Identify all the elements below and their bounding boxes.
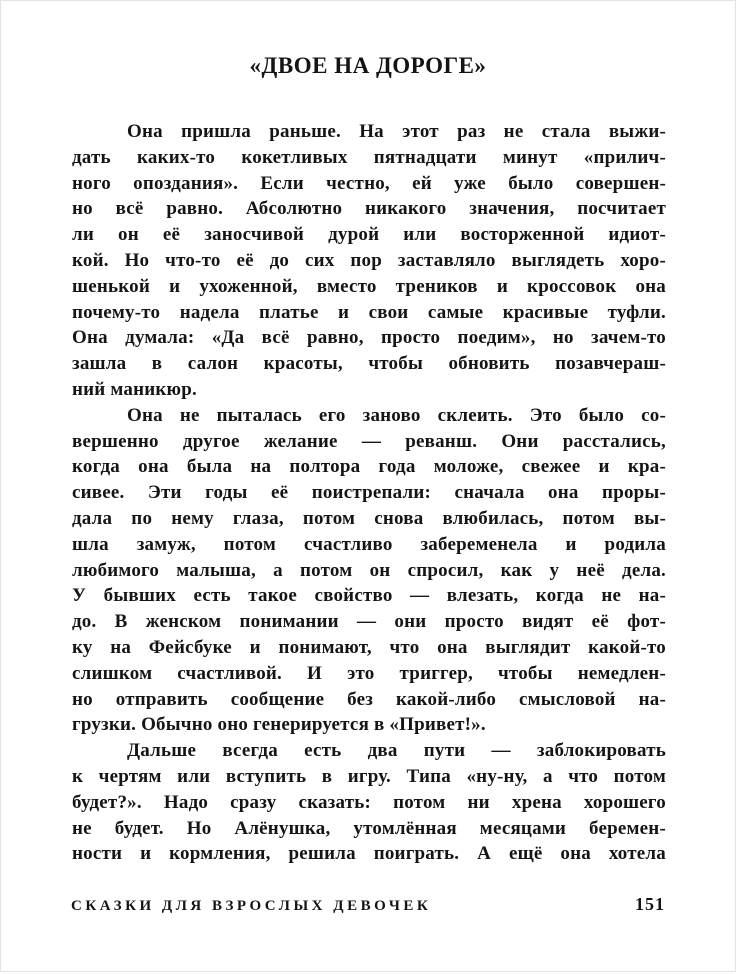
text-line: ку на Фейсбуке и понимают, что она выглядит какой-то xyxy=(72,636,666,658)
footer-running-title: СКАЗКИ ДЛЯ ВЗРОСЛЫХ ДЕВОЧЕК xyxy=(71,898,432,914)
text-line: шла замуж, потом счастливо забеременела и родила xyxy=(72,533,666,555)
text-line: слишком счастливой. И это триггер, чтобы немедлен- xyxy=(72,662,666,684)
text-line: ности и кормления, решила поиграть. А ещё она хотела xyxy=(72,843,666,865)
text-line: ли он её заносчивой дурой или восторженной идиот- xyxy=(72,224,666,246)
text-line: ного опоздания». Если честно, ей уже было совершен- xyxy=(72,172,666,194)
text-line: но всё равно. Абсолютно никакого значения, посчитает xyxy=(72,198,666,220)
page-footer xyxy=(71,894,665,915)
text-line: шенькой и ухоженной, вместо треников и кроссовок она xyxy=(72,275,666,297)
footer-page-number: 151 xyxy=(635,894,665,914)
text-line: Она пришла раньше. На этот раз не стала выжи- xyxy=(127,121,666,142)
text-line: к чертям или вступить в игру. Типа «ну-ну, а что потом xyxy=(72,765,666,787)
text-body xyxy=(72,119,666,867)
text-line: Дальше всегда есть два пути — заблокировать xyxy=(127,740,666,762)
text-line: Она не пыталась его заново склеить. Это было со- xyxy=(127,404,666,426)
paragraph xyxy=(72,119,666,403)
text-line: будет?». Надо сразу сказать: потом ни хрена хорошего xyxy=(72,791,666,813)
text-line: до. В женском понимании — они просто видят её фот- xyxy=(72,611,666,633)
text-line: когда она была на полтора года моложе, свежее и кра- xyxy=(72,456,666,478)
text-line: У бывших есть такое свойство — влезать, когда не на- xyxy=(72,585,666,607)
paragraph xyxy=(72,738,666,867)
text-line: вершенно другое желание — реванш. Они расстались, xyxy=(72,430,666,452)
text-line: кой. Но что-то её до сих пор заставляло выглядеть хоро- xyxy=(72,249,666,271)
text-line: дала по нему глаза, потом снова влюбилась, потом вы- xyxy=(72,507,666,529)
text-line: почему-то надела платье и свои самые красивые туфли. xyxy=(72,301,666,323)
text-line: грузки. Обычно оно генерируется в «Привет!». xyxy=(72,714,486,736)
text-line: сивее. Эти годы её поистрепали: сначала она проры- xyxy=(72,482,666,504)
text-line: любимого малыша, а потом он спросил, как у неё дела. xyxy=(72,559,666,581)
text-line: не будет. Но Алёнушка, утомлённая месяцами беремен- xyxy=(72,817,666,839)
text-line: Она думала: «Да всё равно, просто поедим», но зачем-то xyxy=(72,327,666,349)
text-line: дать каких-то кокетливых пятнадцати минут «прилич- xyxy=(72,146,666,168)
text-line: ний маникюр. xyxy=(72,378,197,400)
chapter-title: «ДВОЕ НА ДОРОГЕ» xyxy=(249,53,487,78)
text-line: но отправить сообщение без какой-либо смысловой на- xyxy=(72,688,666,710)
text-line: зашла в салон красоты, чтобы обновить позавчераш- xyxy=(72,353,666,375)
paragraph xyxy=(72,403,666,738)
